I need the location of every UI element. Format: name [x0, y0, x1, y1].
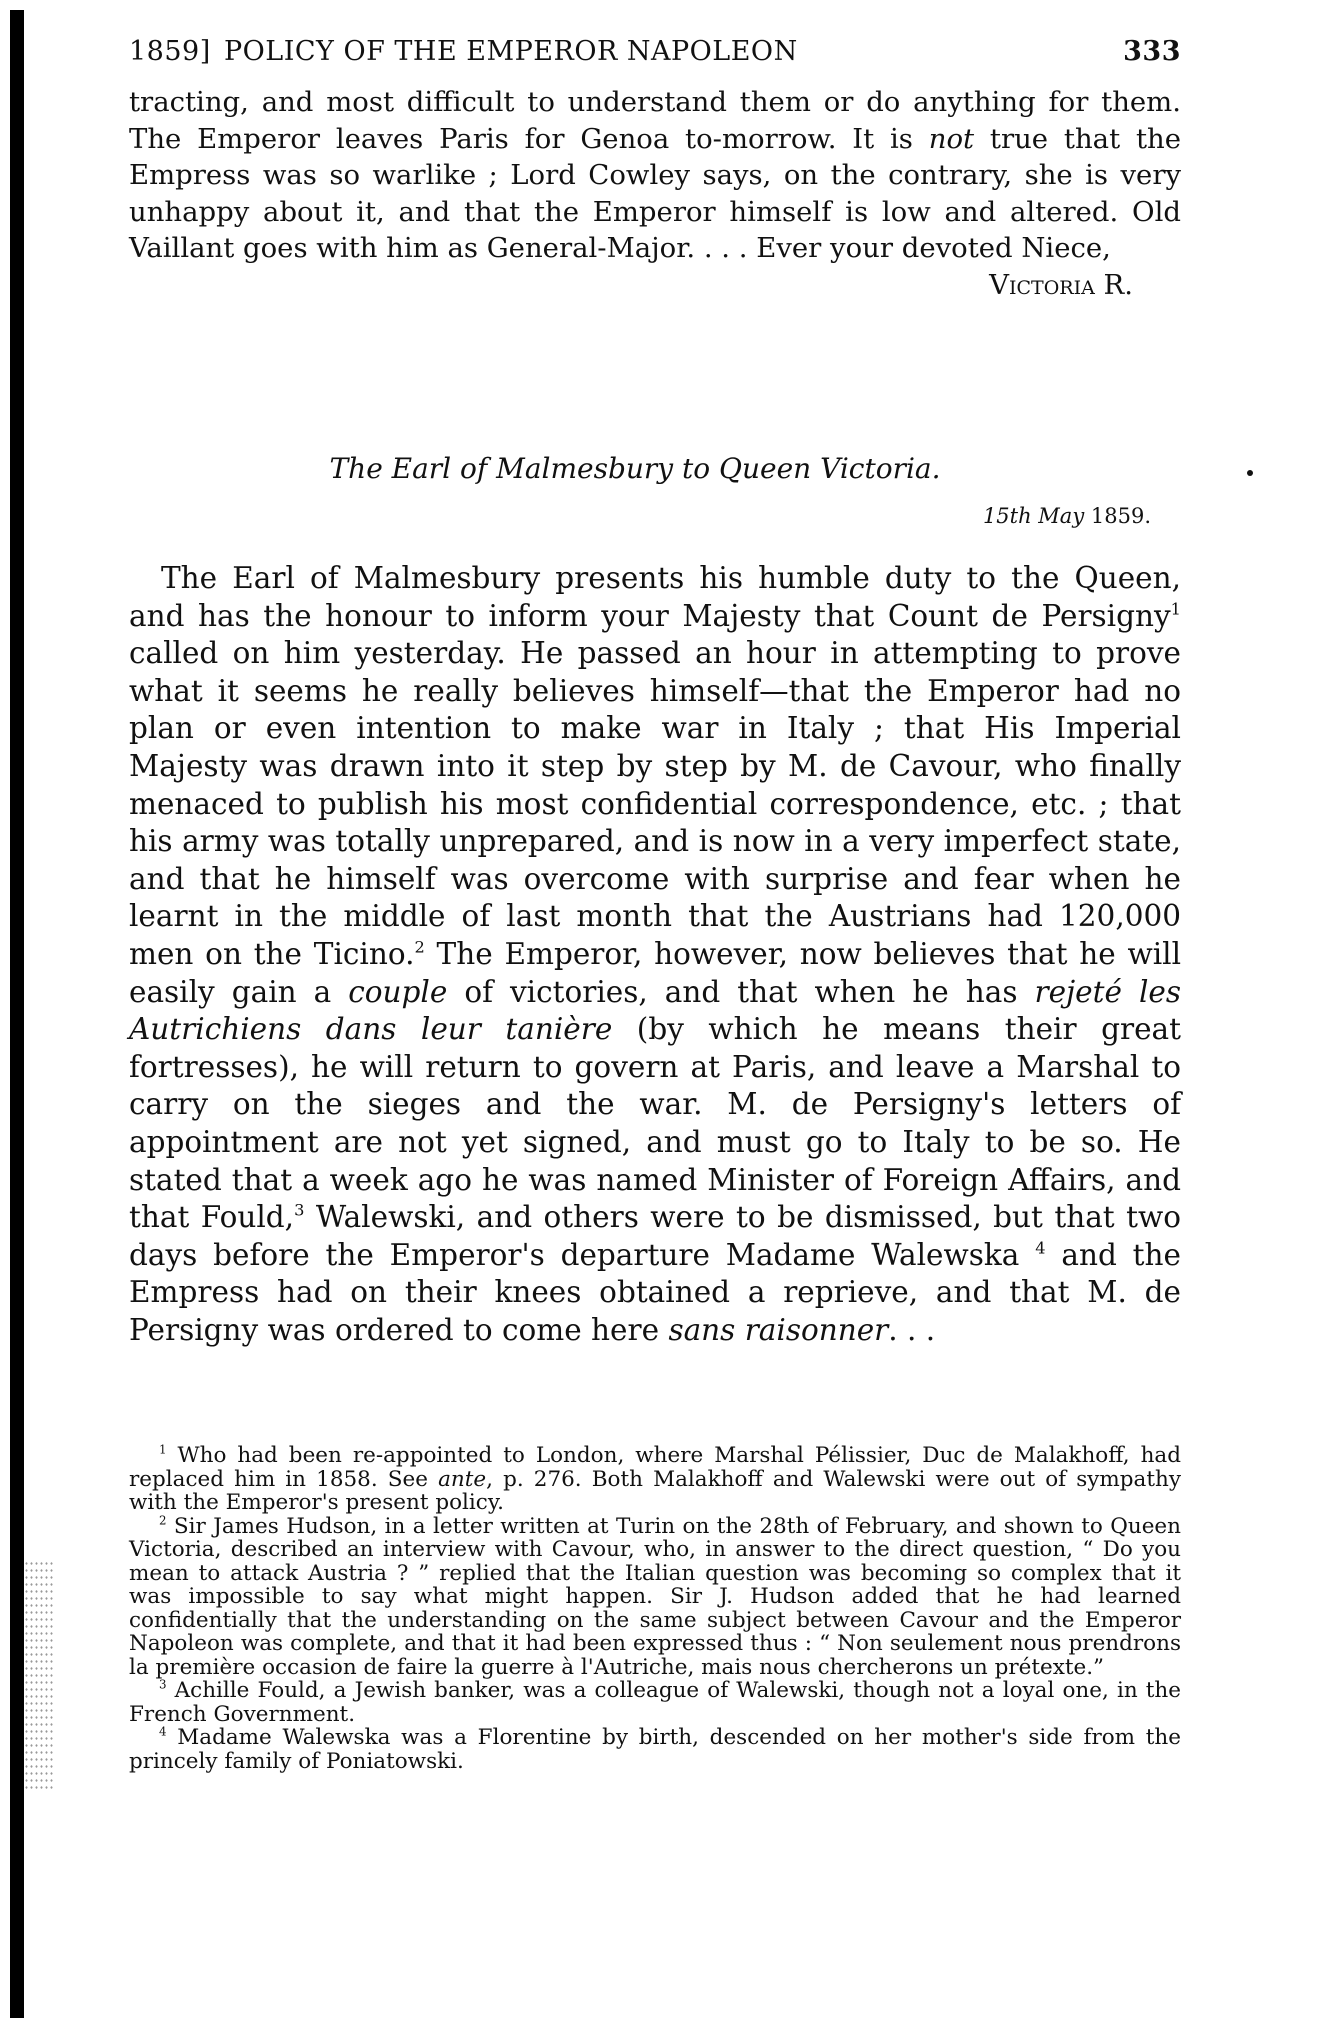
previous-letter-ending [129, 84, 1181, 303]
footnote-2 [129, 1515, 1181, 1680]
footnote-mark: 1 [159, 1442, 167, 1457]
emphasis: not [928, 122, 975, 155]
emphasis: couple [348, 974, 448, 1009]
footnote-ref-3[interactable]: 3 [294, 1200, 305, 1220]
text-run: Achille Fould, a Jewish banker, was a colleague of Walewski, though not a loyal one, in the French Government. [129, 1678, 1181, 1727]
letter-date [983, 504, 1151, 528]
footnote-1 [129, 1444, 1181, 1515]
stray-mark [1247, 470, 1253, 476]
footnote-3 [129, 1679, 1181, 1726]
text-run: true that the Empress was so warlike ; Lord Cowley says, on the contrary, she is very unhappy about it, and that the Emperor himself is low and altered. Old Vaillant goes with him as General-Major. . . . Ever your devoted Niece, [129, 122, 1181, 264]
text-run: (by which he means their great fortresses), he will return to govern at Paris, and leave a Marshal to carry on the sieges and the war. M. de Persigny's letters of appointment are not yet signed, and must go to Italy to be so. He stated that a week ago he was named Minister of Foreign Affairs, and that Fould, [129, 1012, 1181, 1235]
running-head-title: POLICY OF THE EMPEROR NAPOLEON [224, 36, 798, 67]
text-run: . . . [888, 1312, 936, 1347]
text-run: tracting, and most difficult to understand them or do anything for them. The Emperor leaves Paris for Genoa to-morrow. It is [129, 86, 1181, 155]
text-run: The Emperor, however, now believes that he will easily gain a [129, 936, 1182, 1009]
text-run: called on him yesterday. He passed an hour in attempting to prove what it seems he really believes himself—that the Emperor had no plan or even intention to make war in Italy ; that His Imperial Majesty was drawn into it step by step by M. de Cavour, who finally menaced to publish his most confidential correspondence, etc. ; that his army was totally unprepared, and is now in a very imperfect state, and that he himself was overcome with surprise and fear when he learnt in the middle of last month that the Austrians had 120,000 men on the Ticino. [129, 636, 1181, 971]
footnote-ref-4[interactable]: 4 [1035, 1238, 1046, 1258]
text-run: The Earl of Malmesbury presents his humble duty to the Queen, and has the honour to inform your Majesty that Count de Persigny [129, 561, 1181, 633]
date-day-month: 15th May [982, 504, 1085, 528]
text-run: of victories, and that when he has [447, 974, 1035, 1009]
footnote-4 [129, 1726, 1181, 1773]
emphasis: rejeté les Autrichiens dans leur tanière [129, 974, 1181, 1047]
footnote-ref-1[interactable]: 1 [1170, 599, 1181, 619]
footnote-mark: 3 [159, 1677, 167, 1692]
footnote-mark: 2 [159, 1513, 167, 1528]
footnote-mark: 4 [159, 1724, 167, 1739]
text-run: Walewski, and others were to be dismissed, but that two days before the Emperor's departure Madame Walewska [129, 1200, 1181, 1272]
footnotes [129, 1444, 1181, 1773]
running-head-year: 1859] [129, 36, 211, 67]
text-run: and the Empress had on their knees obtained a reprieve, and that M. de Persigny was ordered to come here [129, 1237, 1181, 1347]
text-run: Madame Walewska was a Florentine by birth, descended on her mother's side from the princely family of Poniatowski. [129, 1725, 1181, 1774]
text-run: Who had been re-appointed to London, where Marshal Pélissier, Duc de Malakhoff, had replaced him in 1858. See [129, 1443, 1181, 1492]
text-run: Sir James Hudson, in a letter written at Turin on the 28th of February, and shown to Queen Victoria, described an interview with Cavour, who, in answer to the direct question, “ Do you mean to attack Austria ? ” replied that the Italian question was becoming so complex that it was impossible to say what might happen. Sir J. Hudson added that he had learned confidentially that the understanding on the same subject between Cavour and the Emperor Napoleon was complete, and that it had been expressed thus : “ Non seulement nous prendrons la première occasion de faire la guerre à l'Autriche, mais nous chercherons un prétexte.” [129, 1513, 1181, 1680]
letter-heading: The Earl of Malmesbury to Queen Victoria. [329, 452, 941, 485]
footnote-ref-2[interactable]: 2 [414, 937, 425, 957]
running-head [129, 36, 1181, 68]
signature: Victoria R. [989, 268, 1133, 301]
scan-edge-shadow [10, 10, 24, 2018]
page-number: 333 [1123, 36, 1181, 67]
text-run: , p. 276. Both Malakhoff and Walewski were out of sympathy with the Emperor's present policy. [129, 1466, 1182, 1515]
date-year: 1859. [1090, 504, 1151, 528]
letter-body [129, 560, 1181, 1349]
previous-letter-paragraph [129, 84, 1181, 267]
scan-noise [24, 1560, 54, 1790]
emphasis: ante [438, 1466, 487, 1492]
emphasis: sans raisonner [668, 1312, 889, 1347]
letter-paragraph [129, 560, 1181, 1349]
